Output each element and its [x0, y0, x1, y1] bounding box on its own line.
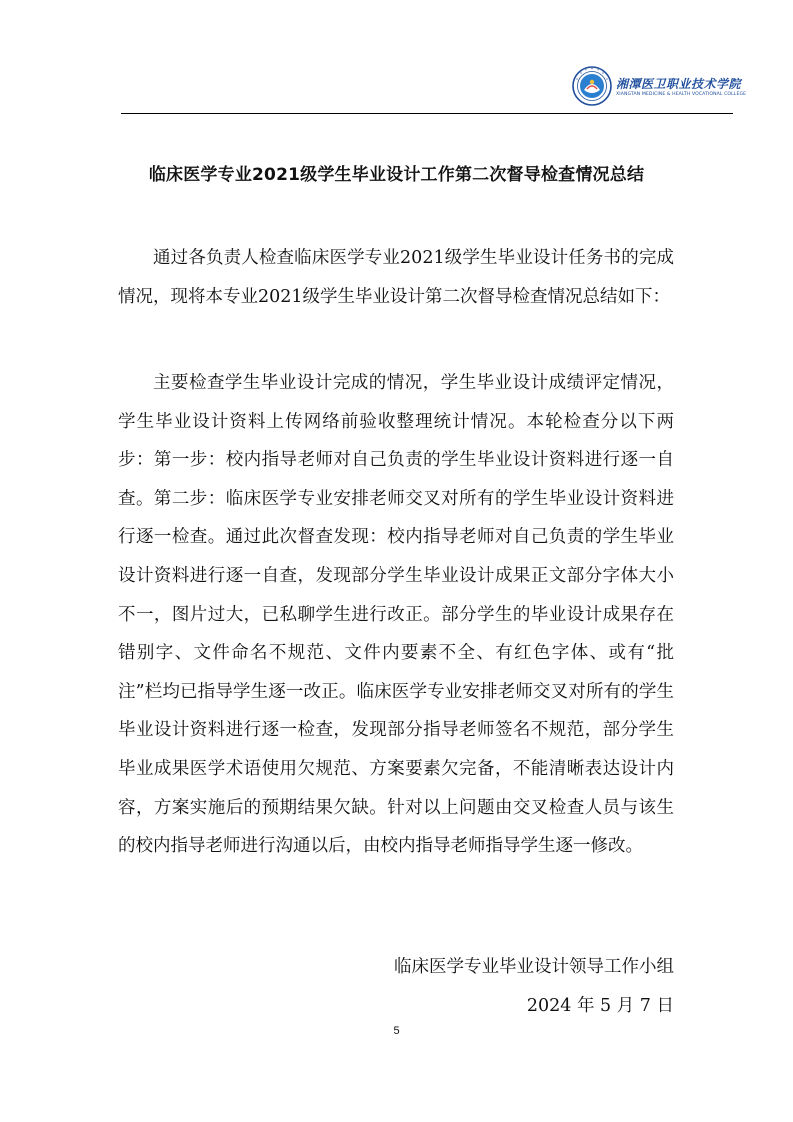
paragraph-findings: 主要检查学生毕业设计完成的情况，学生毕业设计成绩评定情况，学生毕业设计资料上传网络前验收整理统计情况。本轮检查分以下两步：第一步：校内指导老师对自己负责的学生毕业设计资料进行逐一自查。第二步：临床医学专业安排老师交叉对所有的学生毕业设计资料进行逐一检查。通过此次督查发现：校内指导老师对自己负责的学生毕业设计资料进行逐一自查，发现部分学生毕业设计成果正文部分字体大小不一，图片过大，已私聊学生进行改正。部分学生的毕业设计成果存在错别字、文件命名不规范、文件内要素不全、有红色字体、或有“批注”栏均已指导学生逐一改正。临床医学专业安排老师交叉对所有的学生毕业设计资料进行逐一检查，发现部分指导老师签名不规范，部分学生毕业成果医学术语使用欠规范、方案要素欠完备，不能清晰表达设计内容，方案实施后的预期结果欠缺。针对以上问题由交叉检查人员与该生的校内指导老师进行沟通以后，由校内指导老师指导学生逐一修改。	[118, 373, 674, 857]
page-number: 5	[393, 1025, 400, 1037]
signature-date: 2024 年 5 月 7 日	[526, 995, 674, 1016]
college-logo	[572, 64, 747, 108]
college-emblem-icon	[572, 66, 612, 106]
header-divider	[121, 113, 733, 114]
college-name	[616, 75, 746, 97]
signature-block	[394, 948, 674, 1025]
document-title: 临床医学专业2021级学生毕业设计工作第二次督导检查情况总结	[148, 165, 645, 185]
paragraph-intro: 通过各负责人检查临床医学专业2021级学生毕业设计任务书的完成情况，现将本专业2021级学生毕业设计第二次督导检查情况总结如下：	[118, 248, 674, 307]
signature-group: 临床医学专业毕业设计领导工作小组	[394, 957, 674, 977]
college-name-cn: 湘潭医卫职业技术学院	[616, 77, 742, 91]
college-name-en: XIANGTAN MEDICINE & HEALTH VOCATIONAL COLLEGE	[616, 92, 747, 97]
